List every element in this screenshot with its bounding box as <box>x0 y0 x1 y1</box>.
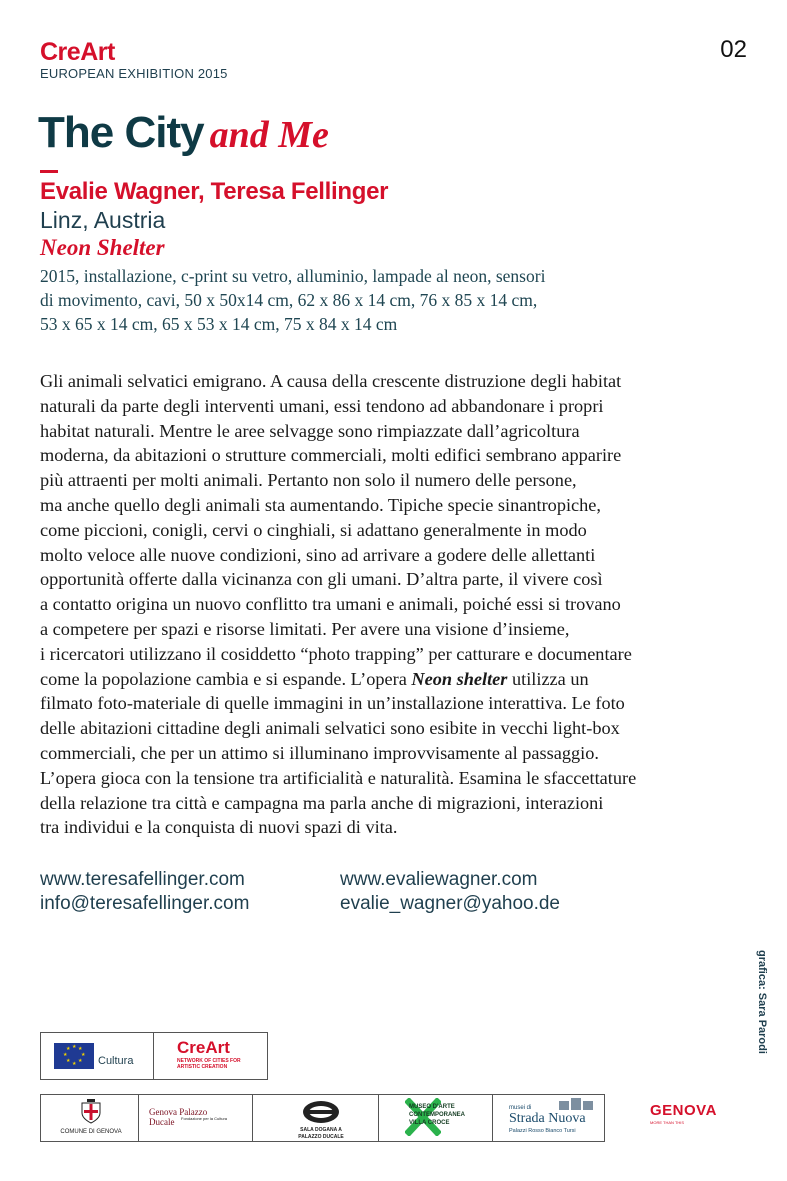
body-emphasis: Neon shelter <box>411 668 508 689</box>
title-main: The City <box>38 108 204 157</box>
body-line: delle abitazioni cittadine degli animali selvatici sono esibite in vecchi light-box <box>40 718 620 739</box>
strada-nuova-prefix: musei di <box>509 1105 532 1111</box>
logo-divider <box>252 1095 253 1141</box>
strada-nuova-logo: Strada Nuova <box>509 1111 586 1126</box>
body-line-part: utilizza un <box>511 668 589 689</box>
body-line: a contatto origina un nuovo conflitto tra umani e animali, poiché essi si trovano <box>40 594 621 615</box>
technique-line: di movimento, cavi, 50 x 50x14 cm, 62 x 86 x 14 cm, 76 x 85 x 14 cm, <box>40 290 538 310</box>
body-line: L’opera gioca con la tensione tra artificialità e naturalità. Esamina le sfaccettature <box>40 767 637 788</box>
creart-tagline: NETWORK OF CITIES FOR ARTISTIC CREATION <box>177 1058 241 1070</box>
body-line: ma anche quello degli animali sta aumentando. Tipiche specie sinantropiche, <box>40 494 601 515</box>
title-accent: and Me <box>209 114 329 156</box>
strada-nuova-tagline: Palazzi Rosso Bianco Tursi <box>509 1128 576 1134</box>
body-line: i ricercatori utilizzano il cosiddetto “photo trapping” per catturare e documentare <box>40 643 632 664</box>
logo-divider <box>492 1095 493 1141</box>
body-line: Gli animali selvatici emigrano. A causa della crescente distruzione degli habitat <box>40 371 622 391</box>
genova-city-logo: GENOVA <box>650 1102 717 1119</box>
credit-text: grafica: Sara Parodi <box>756 950 768 1054</box>
email-link[interactable]: evalie_wagner@yahoo.de <box>340 893 560 914</box>
body-line-part: come la popolazione cambia e si espande. L’opera <box>40 668 407 689</box>
eu-culture-label: Cultura <box>98 1055 134 1067</box>
brand-logo <box>40 40 115 65</box>
website-link[interactable]: www.evaliewagner.com <box>340 869 538 890</box>
palazzo-ducale-tagline: Fondazione per la Cultura <box>181 1116 228 1121</box>
sala-dogana-emblem-icon <box>299 1099 343 1125</box>
genova-crest-icon <box>79 1099 103 1125</box>
body-line: filmato foto-materiale di quelle immagini in un’installazione interattiva. Le foto <box>40 693 625 714</box>
villa-croce-label: MUSEO D'ARTE CONTEMPORANEA VILLA CROCE <box>409 1104 465 1126</box>
page-number: 02 <box>720 36 747 63</box>
design-credit <box>752 950 772 1070</box>
comune-logo-label: COMUNE DI GENOVA <box>60 1129 122 1135</box>
body-line: tra individui e la conquista di nuovi spazi di vita. <box>40 817 398 838</box>
technique-line: 2015, installazione, c-print su vetro, alluminio, lampade al neon, sensori <box>40 266 546 286</box>
body-line: naturali da parte degli interventi umani, essi tendono ad abbandonare i propri <box>40 395 604 416</box>
body-line: molto veloce alle nuove condizioni, sino ad arrivare a godere delle allettanti <box>40 544 596 565</box>
artist-names: Evalie Wagner, Teresa Fellinger <box>40 178 389 205</box>
palazzi-building-icon <box>559 1098 593 1110</box>
logo-divider <box>153 1033 154 1079</box>
contacts-teresa <box>40 868 249 916</box>
logo-divider <box>378 1095 379 1141</box>
brand-name-part2: Art <box>80 38 115 66</box>
website-link[interactable]: www.teresafellinger.com <box>40 869 245 890</box>
sala-dogana-label: SALA DOGANA A PALAZZO DUCALE <box>298 1127 344 1140</box>
creart-logo: CreArt <box>177 1038 230 1057</box>
eu-flag-icon: ★ ★ ★ ★ ★ ★ ★ ★ <box>54 1043 94 1069</box>
page-title <box>38 108 329 158</box>
logo-divider <box>138 1095 139 1141</box>
genova-tagline: MORE THAN THIS <box>650 1120 685 1125</box>
title-divider <box>40 170 58 173</box>
work-title: Neon Shelter <box>40 235 165 260</box>
logo-row-institutions <box>40 1094 605 1142</box>
contacts-evalie <box>340 868 560 916</box>
email-link[interactable]: info@teresafellinger.com <box>40 893 250 914</box>
body-line: habitat naturali. Mentre le aree selvagge sono rimpiazzate dall’agricoltura <box>40 420 580 441</box>
body-line: come piccioni, conigli, cervi o cinghiali, si adattano generalmente in modo <box>40 519 587 540</box>
technique-details <box>40 264 740 336</box>
logo-row-partners <box>40 1032 268 1080</box>
body-line: opportunità offerte dalla vicinanza con gli umani. D’altra parte, il vivere così <box>40 569 603 590</box>
brand-name-part1: Cre <box>40 38 81 66</box>
brand-subtitle: EUROPEAN EXHIBITION 2015 <box>40 66 228 81</box>
palazzo-ducale-logo: Genova Palazzo Ducale <box>149 1107 208 1127</box>
body-line: a competere per spazi e risorse limitati. Per avere una visione d’insieme, <box>40 618 570 639</box>
body-line <box>40 667 760 692</box>
body-line: commerciali, che per un attimo si illuminano improvvisamente al passaggio. <box>40 742 599 763</box>
technique-line: 53 x 65 x 14 cm, 65 x 53 x 14 cm, 75 x 84 x 14 cm <box>40 314 398 334</box>
body-line: moderna, da abitazioni o strutture commerciali, molti edifici sembrano apparire <box>40 445 622 466</box>
description-text <box>40 369 760 840</box>
body-line: più attraenti per molti animali. Pertanto non solo il numero delle persone, <box>40 470 577 491</box>
artist-location: Linz, Austria <box>40 207 166 233</box>
body-line: della relazione tra città e campagna ma parla anche di migrazioni, interazioni <box>40 792 604 813</box>
